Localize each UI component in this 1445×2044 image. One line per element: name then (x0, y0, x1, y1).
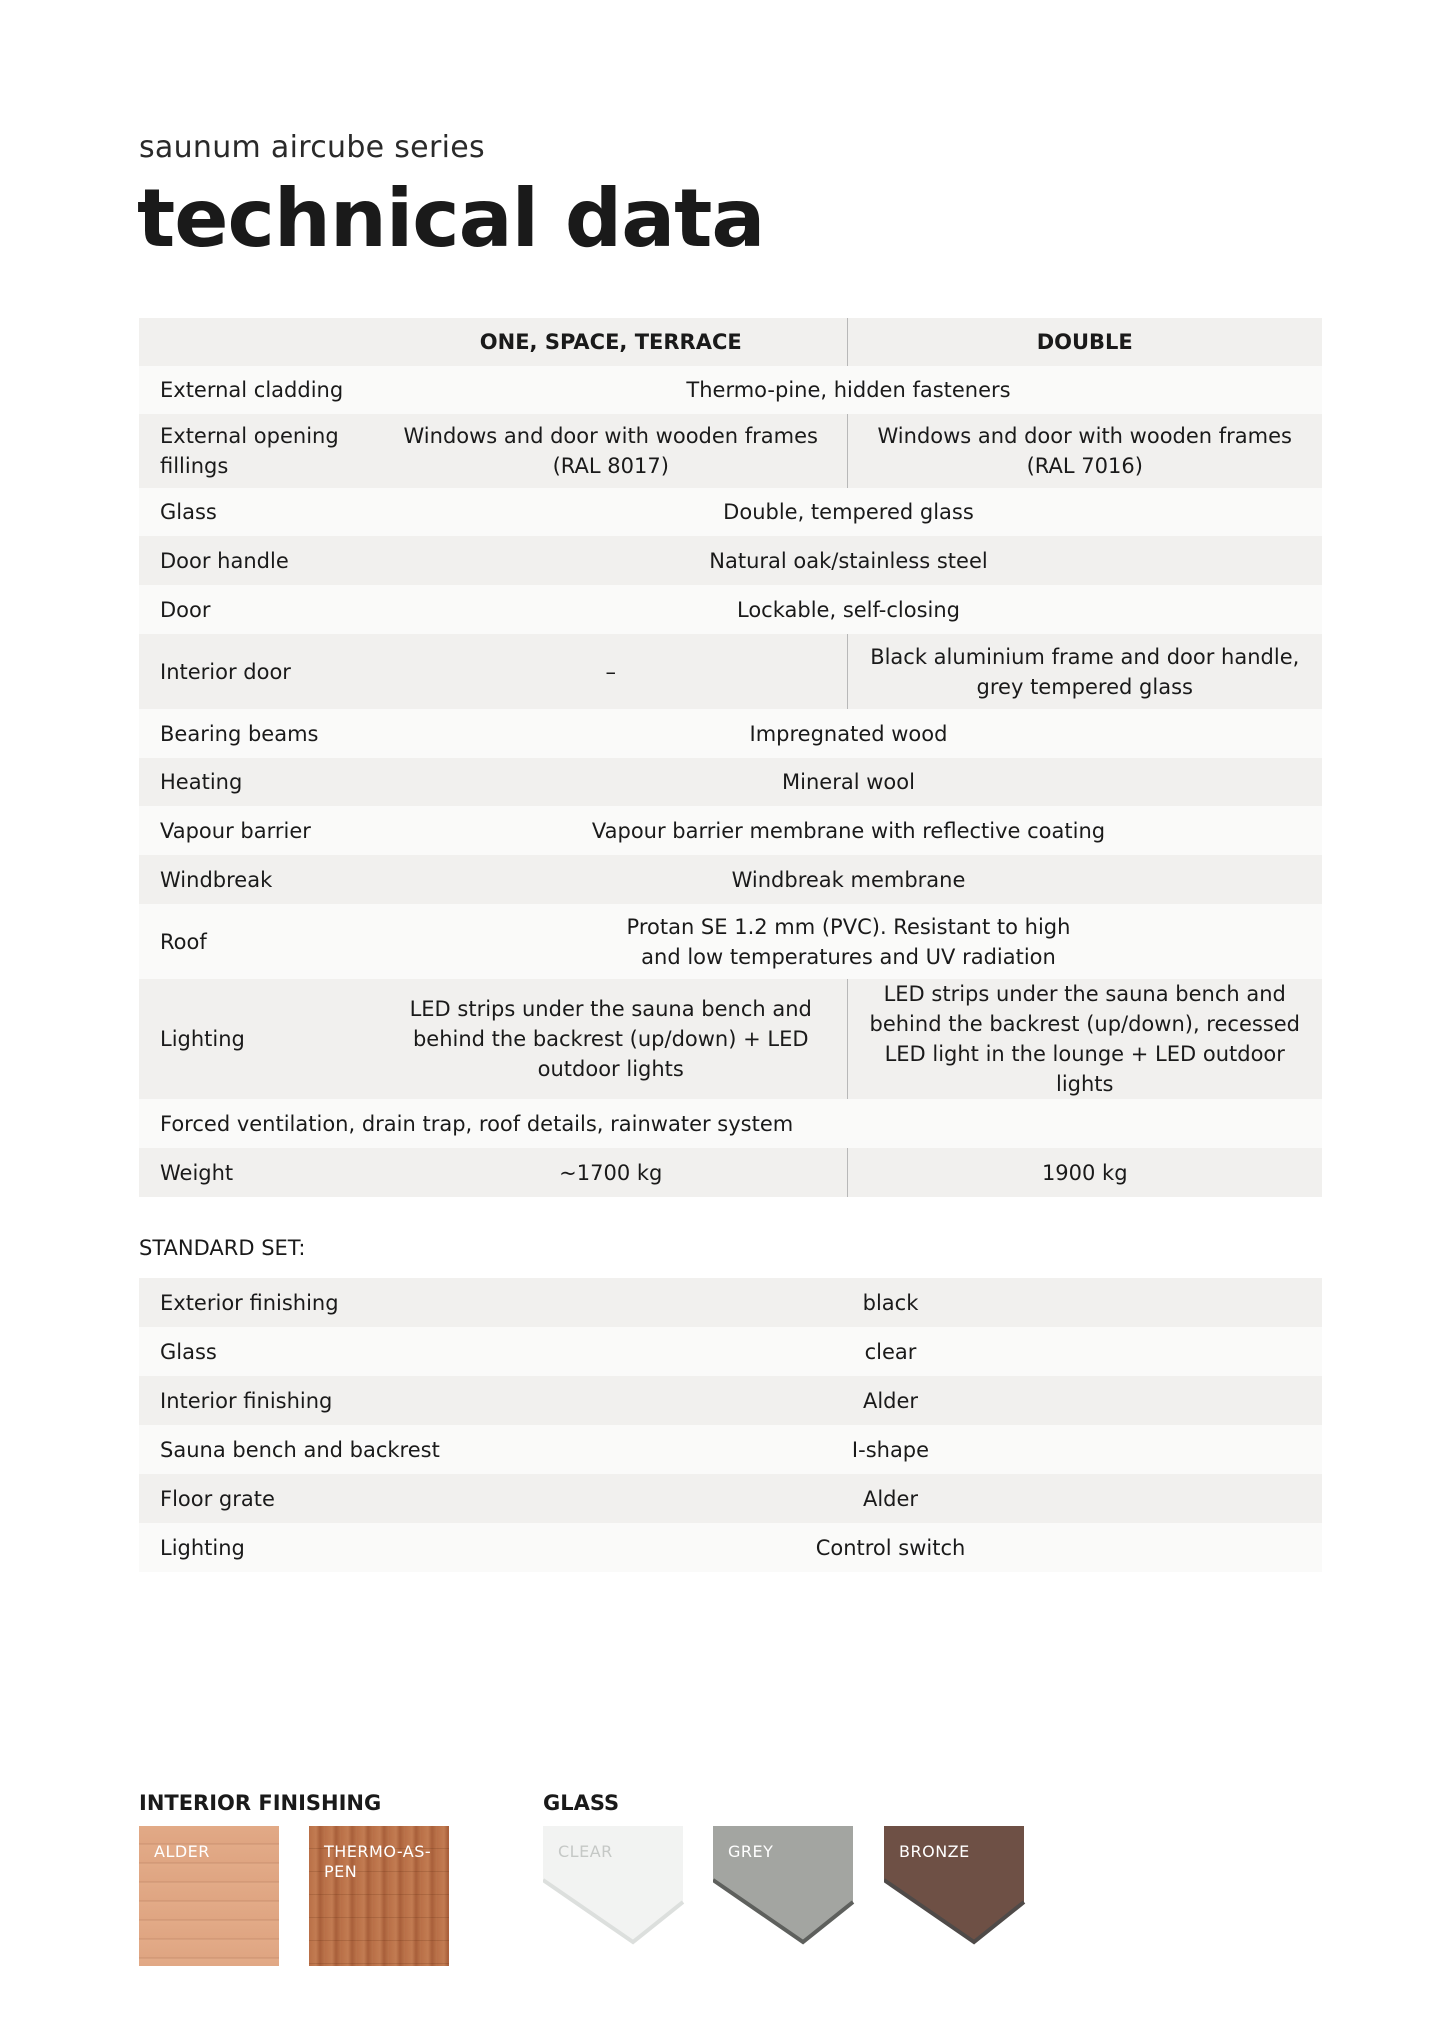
table-row (139, 1278, 1322, 1327)
row-value-cell (375, 904, 1322, 979)
table-row (139, 758, 1322, 806)
swatch-alder[interactable] (139, 1826, 279, 1966)
swatch-label: CLEAR (558, 1842, 613, 1861)
row-label: Bearing beams (160, 721, 319, 746)
row-value-one: – (375, 634, 847, 709)
row-value: Impregnated wood (749, 721, 948, 746)
row-label: Windbreak (160, 867, 273, 892)
swatch-label: BRONZE (899, 1842, 970, 1861)
table-header-row (139, 318, 1322, 366)
row-value: Alder (862, 1486, 919, 1511)
row-label: Interior door (160, 659, 291, 684)
row-label: Door handle (160, 548, 289, 573)
row-label: Sauna bench and backrest (160, 1437, 440, 1462)
row-label: Lighting (160, 1027, 245, 1051)
row-label: Roof (160, 929, 207, 954)
table-row (139, 1425, 1322, 1474)
row-label: Glass (160, 1339, 217, 1364)
technical-data-table (139, 318, 1322, 1197)
table-row (139, 634, 1322, 709)
table-row (139, 1523, 1322, 1572)
page-title: technical data (137, 172, 765, 265)
swatch-label: ALDER (154, 1842, 210, 1861)
interior-finishing-heading: INTERIOR FINISHING (139, 1791, 382, 1815)
row-value-one: Windows and door with wooden frames (RAL 8017) (375, 414, 847, 488)
row-value: Protan SE 1.2 mm (PVC). Resistant to high and low temperatures and UV radiation (626, 914, 1071, 969)
row-value: black (862, 1290, 919, 1315)
row-label: Floor grate (160, 1486, 275, 1511)
row-label: External opening fillings (160, 424, 339, 478)
swatch-label-line: THERMO-AS- (324, 1842, 432, 1861)
row-label: Glass (160, 500, 217, 524)
row-value: I-shape (851, 1437, 930, 1462)
row-label: Lighting (160, 1535, 245, 1560)
table-row (139, 1376, 1322, 1425)
row-label: Vapour barrier (160, 818, 311, 843)
row-label: Interior finishing (160, 1388, 333, 1413)
row-value-double: Black aluminium frame and door handle, grey tempered glass (870, 644, 1300, 699)
standard-set-table (139, 1278, 1322, 1572)
row-value-double: 1900 kg (1041, 1160, 1128, 1185)
row-label: Door (160, 597, 211, 622)
row-value-one: LED strips under the sauna bench and behind the backrest (up/down) + LED outdoor lights (375, 979, 847, 1099)
table-row (139, 536, 1322, 585)
table-row (139, 585, 1322, 634)
column-header-one-space-terrace: ONE, SPACE, TERRACE (375, 318, 847, 366)
table-row (139, 1327, 1322, 1376)
standard-set-heading: STANDARD SET: (139, 1236, 306, 1260)
table-row (139, 855, 1322, 904)
table-row (139, 1474, 1322, 1523)
row-label: Weight (160, 1160, 234, 1185)
header-empty-cell (139, 318, 375, 366)
row-value: Thermo-pine, hidden fasteners (686, 378, 1011, 402)
table-row (139, 488, 1322, 536)
row-label: Heating (160, 770, 243, 794)
row-label: Forced ventilation, drain trap, roof details, rainwater system (160, 1111, 794, 1136)
swatch-label (324, 1842, 431, 1882)
row-label: Exterior finishing (160, 1290, 339, 1315)
row-value-double: LED strips under the sauna bench and behind the backrest (up/down), recessed LED light in the lounge + LED outdoor lights (869, 982, 1300, 1096)
row-value: Lockable, self-closing (737, 597, 960, 622)
table-row (139, 709, 1322, 758)
table-row (139, 979, 1322, 1099)
table-row (139, 414, 1322, 488)
page-subtitle: saunum aircube series (139, 130, 485, 165)
row-value: clear (864, 1339, 917, 1364)
row-value: Double, tempered glass (723, 500, 974, 524)
row-value: Alder (862, 1388, 919, 1413)
swatch-label: GREY (728, 1842, 774, 1861)
row-value: Mineral wool (782, 770, 915, 794)
row-label: External cladding (160, 378, 344, 402)
swatch-label-line: PEN (324, 1862, 358, 1881)
row-value-one: ~1700 kg (375, 1148, 847, 1197)
table-row (139, 1099, 1322, 1148)
glass-heading: GLASS (543, 1791, 620, 1815)
row-value: Vapour barrier membrane with reflective coating (591, 818, 1106, 843)
table-row (139, 904, 1322, 979)
table-row (139, 806, 1322, 855)
swatch-thermo-aspen[interactable] (309, 1826, 449, 1966)
swatch-grey[interactable] (713, 1826, 853, 1966)
row-value: Windbreak membrane (731, 867, 966, 892)
row-value: Control switch (815, 1535, 966, 1560)
table-row (139, 1148, 1322, 1197)
swatch-clear[interactable] (543, 1826, 683, 1966)
swatch-bronze[interactable] (884, 1826, 1024, 1966)
row-value-double: Windows and door with wooden frames (RAL 7016) (877, 424, 1292, 478)
column-header-double: DOUBLE (1036, 330, 1133, 354)
row-value: Natural oak/stainless steel (709, 548, 988, 573)
table-row (139, 366, 1322, 414)
